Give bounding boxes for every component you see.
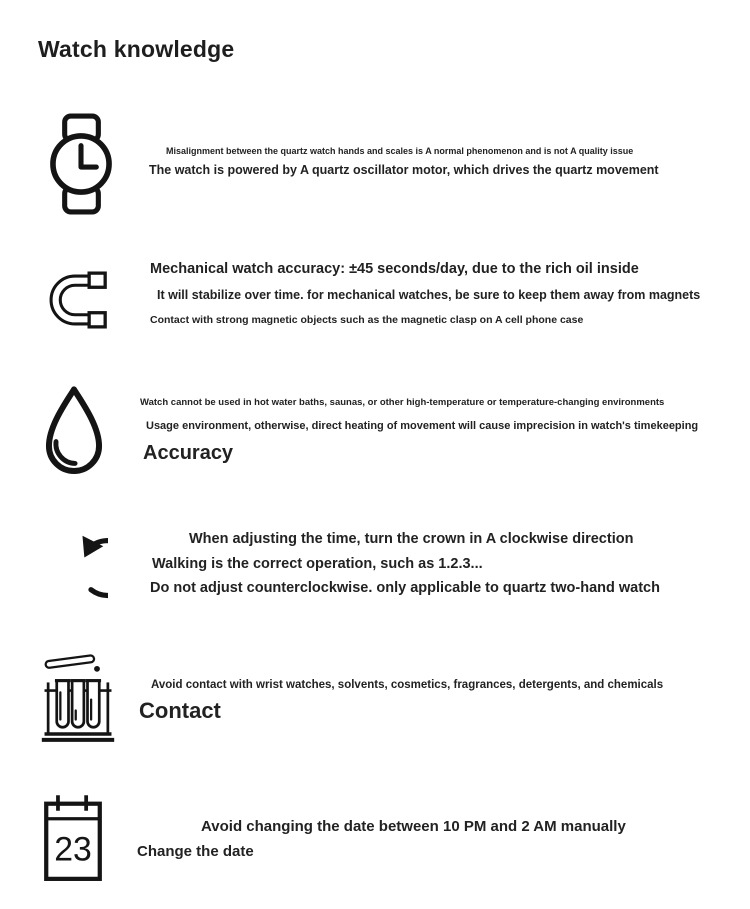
page-title: Watch knowledge <box>38 36 235 62</box>
test-tubes-icon <box>40 648 116 744</box>
contact-heading: Contact <box>139 698 221 723</box>
avoid-chemicals-text: Avoid contact with wrist watches, solvents, cosmetics, fragrances, detergents, and chemicals <box>151 679 664 691</box>
mechanical-accuracy-text: Mechanical watch accuracy: ±45 seconds/day, due to the rich oil inside <box>150 261 639 277</box>
turn-crown-text: When adjusting the time, turn the crown in A clockwise direction <box>189 531 634 547</box>
magnetic-contact-note: Contact with strong magnetic objects such as the magnetic clasp on A cell phone case <box>150 314 584 326</box>
quartz-movement-text: The watch is powered by A quartz oscillator motor, which drives the quartz movement <box>149 163 659 177</box>
walking-operation-text: Walking is the correct operation, such as 1.2.3... <box>152 556 483 572</box>
calendar-icon <box>42 791 104 885</box>
hot-water-note: Watch cannot be used in hot water baths, saunas, or other high-temperature or temperature-changing environments <box>140 397 665 408</box>
change-date-heading: Change the date <box>137 843 254 860</box>
quartz-misalignment-note: Misalignment between the quartz watch hands and scales is A normal phenomenon and is not A quality issue <box>166 146 634 156</box>
magnet-icon <box>42 266 108 334</box>
water-drop-icon <box>40 385 108 483</box>
wristwatch-icon <box>45 113 117 215</box>
calendar-day-number: 23 <box>54 830 92 869</box>
avoid-date-change-text: Avoid changing the date between 10 PM and 2 AM manually <box>201 818 626 835</box>
stabilize-text: It will stabilize over time. for mechanical watches, be sure to keep them away from magnets <box>157 288 701 302</box>
clockwise-arrow-icon <box>38 524 108 610</box>
counterclockwise-warning-text: Do not adjust counterclockwise. only applicable to quartz two-hand watch <box>150 580 660 596</box>
usage-environment-text: Usage environment, otherwise, direct heating of movement will cause imprecision in watch's timekeeping <box>146 420 699 432</box>
accuracy-heading: Accuracy <box>143 442 234 464</box>
